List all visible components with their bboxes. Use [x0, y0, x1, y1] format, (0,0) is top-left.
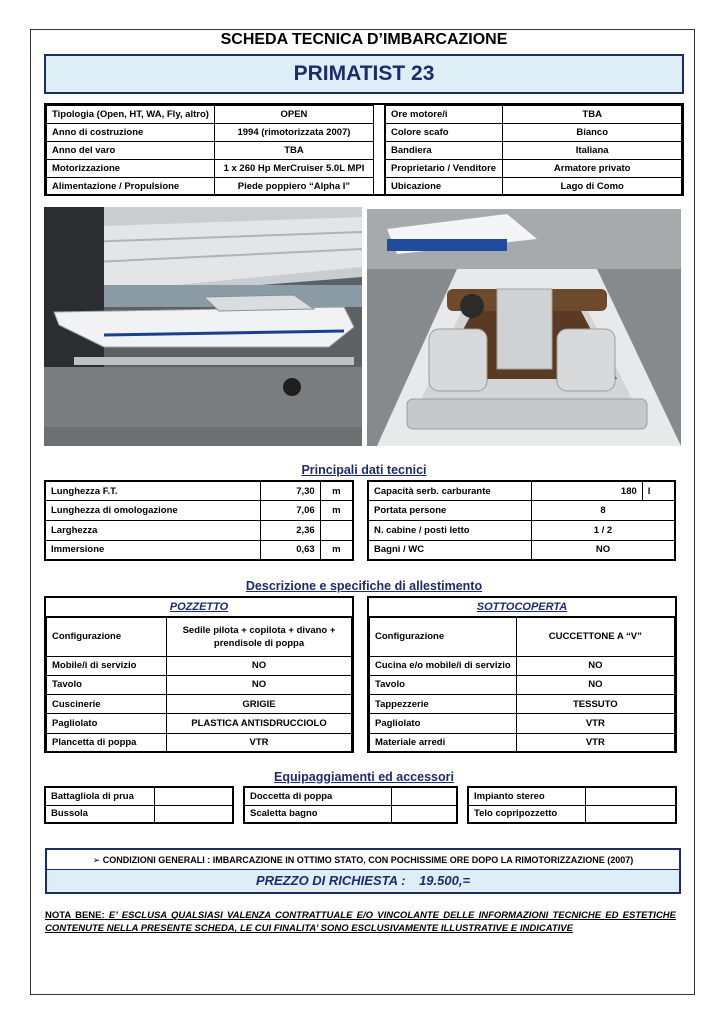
spec-value: CUCCETTONE A “V” — [516, 618, 674, 657]
general-info-table — [44, 103, 684, 196]
spec-label: Mobile/i di servizio — [47, 656, 167, 675]
info-label: Anno di costruzione — [47, 124, 215, 142]
spec-value: NO — [167, 656, 352, 675]
document-title: SCHEDA TECNICA D’IMBARCAZIONE — [220, 31, 508, 48]
table-row — [47, 695, 352, 714]
spec-label: Plancetta di poppa — [47, 733, 167, 752]
table-row — [45, 787, 233, 805]
tech-label: Lunghezza di omologazione — [45, 501, 261, 521]
spec-label: Configurazione — [370, 618, 517, 657]
spec-value: VTR — [516, 733, 674, 752]
tech-table-right — [367, 480, 676, 561]
note-colon: : — [101, 910, 105, 921]
tech-value: 7,30 — [261, 481, 321, 501]
table-row — [370, 656, 675, 675]
column-gap — [374, 124, 386, 142]
pozzetto-table — [44, 596, 354, 753]
table-row — [47, 656, 352, 675]
note-text: E’ ESCLUSA QUALSIASI VALENZA CONTRATTUALE E/O VINCOLANTE DELLE INFORMAZIONI TECNICHE ED ESTETICHE CONTENUTE NELLA PRESENTE SCHEDA, LE CUI FINALITA’ SONO ESCLUSIVAMENTE ILLUSTRATIVE E INDICATIVE — [45, 910, 676, 934]
equip-label: Impianto stereo — [468, 787, 586, 805]
spec-label: Tavolo — [47, 675, 167, 694]
spec-value: PLASTICA ANTISDRUCCIOLO — [167, 714, 352, 733]
boat-cockpit-photo — [367, 209, 681, 446]
equip-value — [586, 805, 676, 823]
price-value: 19.500,= — [419, 873, 471, 888]
equip-label: Telo copripozzetto — [468, 805, 586, 823]
conditions-box — [45, 848, 681, 894]
equip-label: Scaletta bagno — [244, 805, 391, 823]
sottocoperta-title: SOTTOCOPERTA — [369, 598, 675, 617]
tech-value: 180 — [531, 481, 642, 501]
spec-value: GRIGIE — [167, 695, 352, 714]
table-row — [370, 695, 675, 714]
spec-label: Pagliolato — [47, 714, 167, 733]
table-row — [45, 481, 353, 501]
info-value: 1994 (rimotorizzata 2007) — [214, 124, 373, 142]
table-row — [468, 805, 676, 823]
tech-value: 2,36 — [261, 521, 321, 541]
boat-name: PRIMATIST 23 — [293, 62, 435, 85]
table-row — [47, 714, 352, 733]
spec-value: NO — [516, 656, 674, 675]
table-row — [45, 805, 233, 823]
info-value: 1 x 260 Hp MerCruiser 5.0L MPI — [214, 160, 373, 178]
table-row — [47, 160, 682, 178]
pozzetto-title: POZZETTO — [46, 598, 352, 617]
tech-label: Capacità serb. carburante — [368, 481, 531, 501]
equip-value — [391, 805, 457, 823]
equip-label: Battagliola di prua — [45, 787, 155, 805]
boat-name-banner — [44, 54, 684, 94]
tech-value: NO — [531, 540, 675, 560]
equip-table-2 — [243, 786, 458, 822]
equip-value — [155, 805, 233, 823]
tech-unit: m — [320, 481, 353, 501]
info-value: Bianco — [503, 124, 682, 142]
column-gap — [374, 160, 386, 178]
table-row — [368, 501, 675, 521]
info-value: TBA — [214, 142, 373, 160]
table-row — [47, 675, 352, 694]
spec-value: NO — [167, 675, 352, 694]
arrow-bullet-icon: ➢ — [92, 855, 101, 865]
spec-value: VTR — [516, 714, 674, 733]
table-row — [368, 481, 675, 501]
table-row — [45, 540, 353, 560]
table-row — [47, 178, 682, 196]
tech-label: Lunghezza F.T. — [45, 481, 261, 501]
table-row — [370, 733, 675, 752]
price-line — [47, 870, 679, 892]
disclaimer-note — [45, 909, 676, 935]
info-label: Colore scafo — [385, 124, 503, 142]
table-row — [370, 675, 675, 694]
equip-table-3 — [467, 786, 677, 822]
equip-value — [155, 787, 233, 805]
info-value: Armatore privato — [503, 160, 682, 178]
conditions-line — [47, 850, 679, 870]
equip-heading: Equipaggiamenti ed accessori — [274, 770, 454, 784]
spec-label: Pagliolato — [370, 714, 517, 733]
equip-value — [586, 787, 676, 805]
spec-value: TESSUTO — [516, 695, 674, 714]
table-row — [47, 142, 682, 160]
info-label: Tipologia (Open, HT, WA, Fly, altro) — [47, 106, 215, 124]
equip-label: Bussola — [45, 805, 155, 823]
tech-value: 8 — [531, 501, 675, 521]
tech-value: 7,06 — [261, 501, 321, 521]
table-row — [370, 618, 675, 657]
tech-value: 1 / 2 — [531, 521, 675, 541]
info-value: Italiana — [503, 142, 682, 160]
table-row — [47, 124, 682, 142]
table-row — [47, 618, 352, 657]
tech-unit: l — [642, 481, 675, 501]
tech-label: Immersione — [45, 540, 261, 560]
tech-label: N. cabine / posti letto — [368, 521, 531, 541]
column-gap — [374, 106, 386, 124]
table-row — [468, 787, 676, 805]
tech-label: Bagni / WC — [368, 540, 531, 560]
table-row — [368, 521, 675, 541]
tech-unit: m — [320, 501, 353, 521]
spec-value: VTR — [167, 733, 352, 752]
boat-exterior-photo — [44, 207, 362, 446]
note-label: NOTA BENE — [45, 910, 102, 921]
equip-value — [391, 787, 457, 805]
info-label: Anno del varo — [47, 142, 215, 160]
spec-label: Tappezzerie — [370, 695, 517, 714]
info-value: Lago di Como — [503, 178, 682, 196]
info-label: Proprietario / Venditore — [385, 160, 503, 178]
equip-table-1 — [44, 786, 234, 822]
tech-heading: Principali dati tecnici — [301, 463, 427, 477]
spec-label: Cucina e/o mobile/i di servizio — [370, 656, 517, 675]
price-label: PREZZO DI RICHIESTA : — [255, 873, 406, 888]
spec-label: Materiale arredi — [370, 733, 517, 752]
info-value: OPEN — [214, 106, 373, 124]
equip-label: Doccetta di poppa — [244, 787, 391, 805]
spec-label: Configurazione — [47, 618, 167, 657]
spec-label: Tavolo — [370, 675, 517, 694]
tech-unit — [320, 521, 353, 541]
info-label: Bandiera — [385, 142, 503, 160]
tech-unit: m — [320, 540, 353, 560]
table-row — [45, 521, 353, 541]
info-value: TBA — [503, 106, 682, 124]
table-row — [47, 733, 352, 752]
table-row — [45, 501, 353, 521]
info-label: Ubicazione — [385, 178, 503, 196]
column-gap — [374, 142, 386, 160]
spec-value: NO — [516, 675, 674, 694]
table-row — [370, 714, 675, 733]
tech-value: 0,63 — [261, 540, 321, 560]
spec-label: Cuscinerie — [47, 695, 167, 714]
info-label: Alimentazione / Propulsione — [47, 178, 215, 196]
info-label: Motorizzazione — [47, 160, 215, 178]
table-row — [47, 106, 682, 124]
conditions-text: CONDIZIONI GENERALI : IMBARCAZIONE IN OTTIMO STATO, CON POCHISSIME ORE DOPO LA RIMOTORIZZAZIONE (2007) — [102, 855, 634, 865]
tech-table-left — [44, 480, 354, 561]
table-row — [244, 787, 457, 805]
table-row — [368, 540, 675, 560]
info-value: Piede poppiero “Alpha I” — [214, 178, 373, 196]
spec-value: Sedile pilota + copilota + divano + prendisole di poppa — [167, 618, 352, 657]
table-row — [244, 805, 457, 823]
column-gap — [374, 178, 386, 196]
tech-label: Portata persone — [368, 501, 531, 521]
info-label: Ore motore/i — [385, 106, 503, 124]
specs-heading: Descrizione e specifiche di allestimento — [245, 579, 483, 593]
tech-label: Larghezza — [45, 521, 261, 541]
sottocoperta-table — [367, 596, 677, 753]
